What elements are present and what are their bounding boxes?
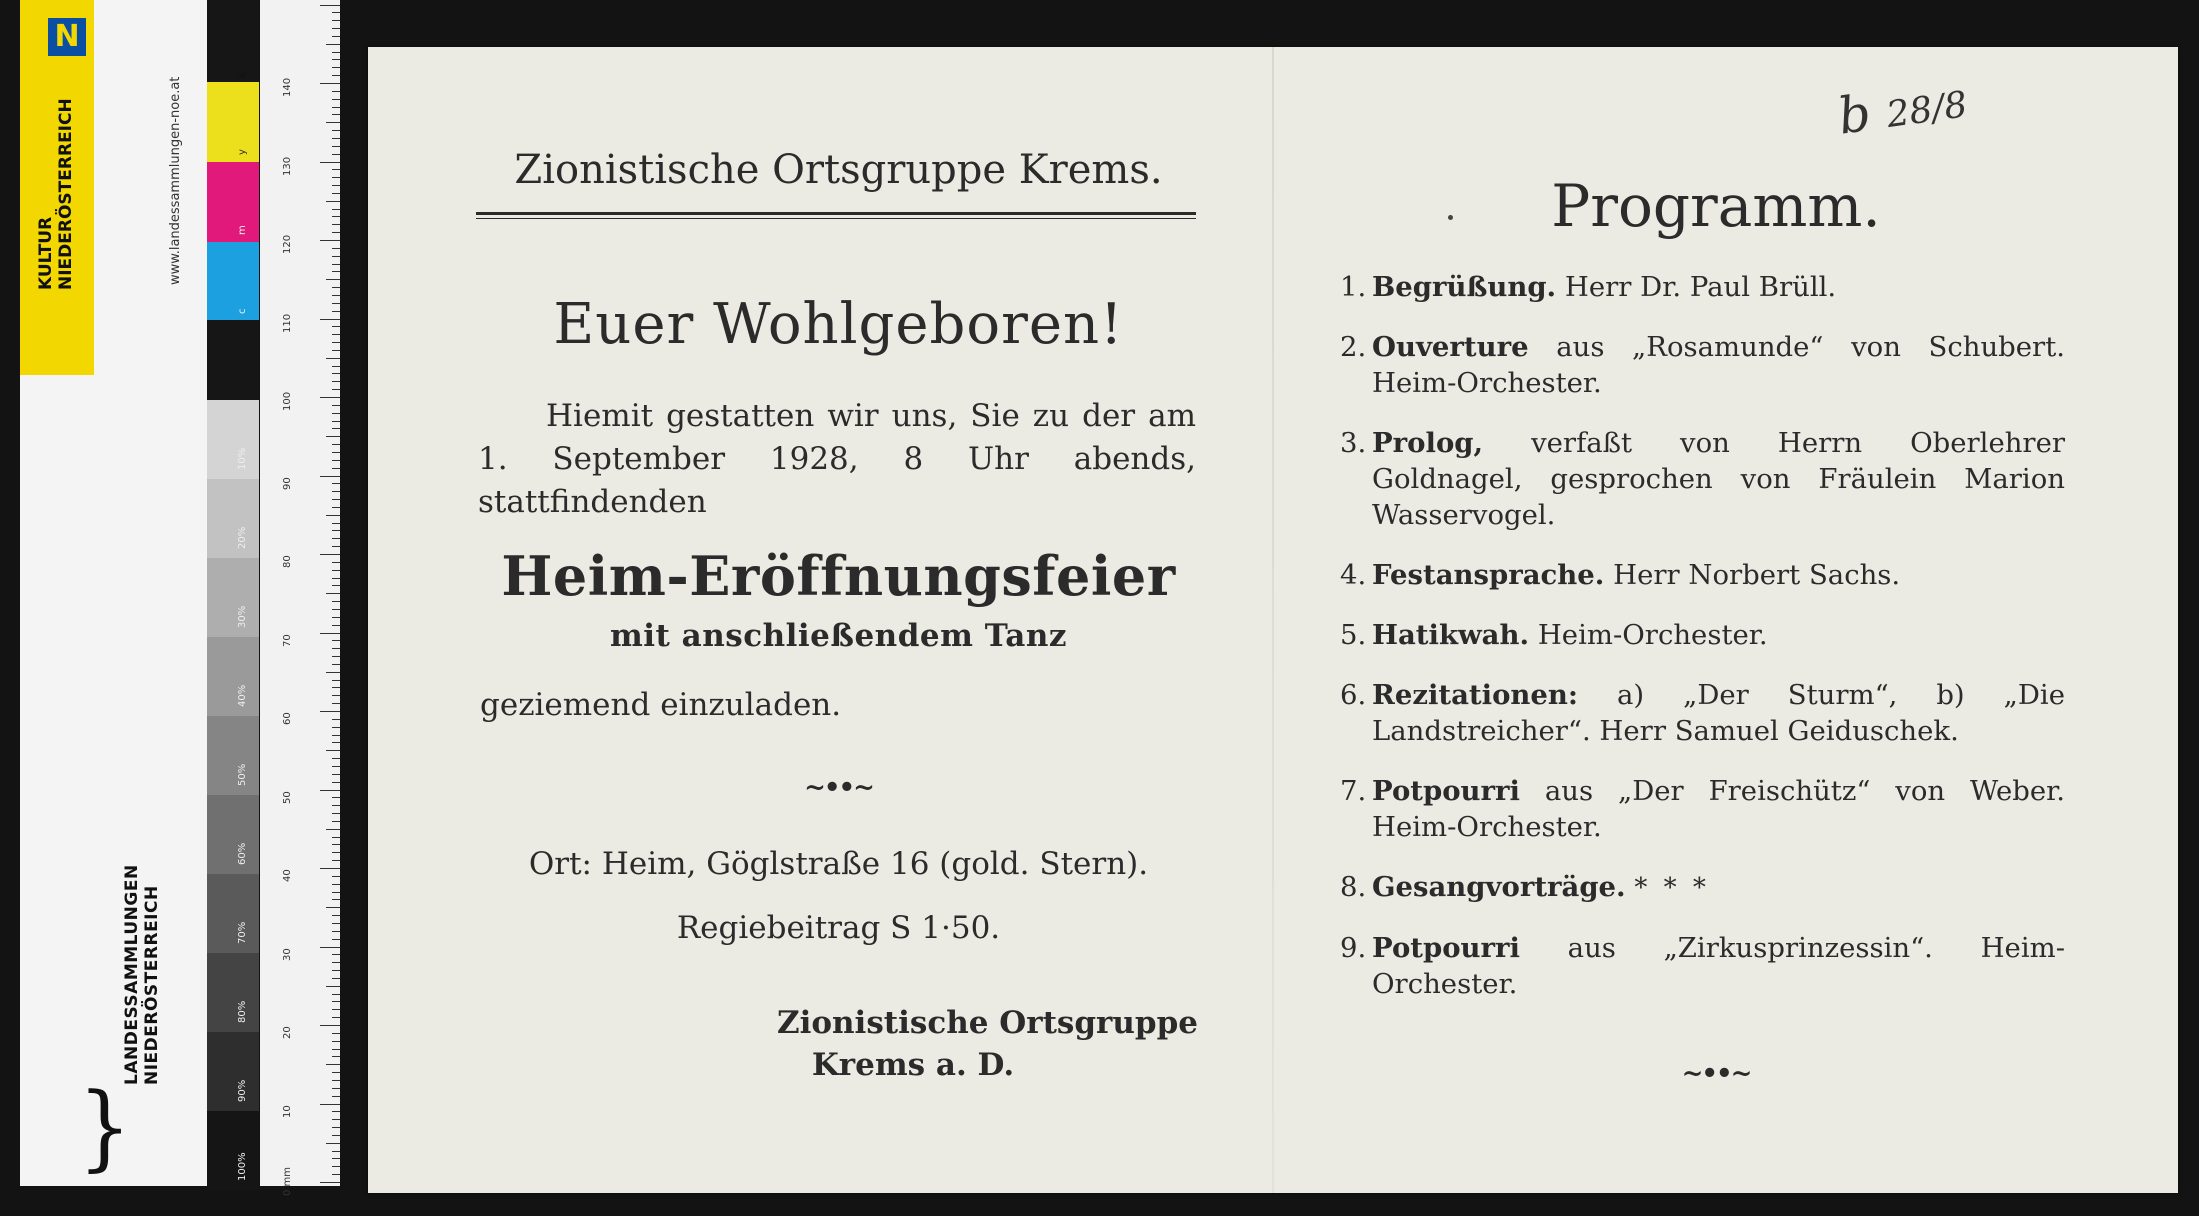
ruler-tick (332, 884, 340, 885)
ruler-tick (320, 947, 340, 948)
ruler-tick (320, 633, 340, 634)
ruler-tick (332, 452, 340, 453)
ruler-tick (332, 428, 340, 429)
ruler-tick (332, 295, 340, 296)
header-rule-thin (476, 218, 1196, 219)
ruler-tick (332, 915, 340, 916)
ruler-tick (332, 1096, 340, 1097)
ruler-tick (332, 719, 340, 720)
ruler-tick (332, 114, 340, 115)
ruler-tick (326, 44, 340, 45)
event-location: Ort: Heim, Göglstraße 16 (gold. Stern). (528, 846, 1149, 882)
program-item-title: Potpourri (1372, 932, 1520, 964)
ruler-tick (332, 20, 340, 21)
ruler-tick (326, 515, 340, 516)
ruler-tick (332, 169, 340, 170)
grey-step (207, 637, 259, 716)
ruler-tick (332, 1056, 340, 1057)
ruler-tick (332, 1049, 340, 1050)
program-item-text: aus „Zirkusprinzessin“. Heim-Orchester. (1372, 932, 2065, 1000)
ruler-tick (326, 122, 340, 123)
ruler-tick (320, 1025, 340, 1026)
ruler-tick (332, 107, 340, 108)
ruler-tick (332, 625, 340, 626)
brand-brace-icon: } (78, 1073, 132, 1181)
ruler-tick (326, 436, 340, 437)
grey-step-label: 70% (237, 921, 248, 944)
grey-step (207, 558, 259, 637)
ruler-tick (332, 695, 340, 696)
ruler-tick (332, 860, 340, 861)
program-item (1340, 930, 2065, 1002)
program-item-number: 6. (1340, 679, 1367, 711)
ruler-tick (320, 83, 340, 84)
ruler-tick (332, 1119, 340, 1120)
ruler-tick (332, 1072, 340, 1073)
ruler-tick (332, 703, 340, 704)
ruler-label: 0 mm (282, 1166, 293, 1196)
page-fold (1272, 47, 1274, 1193)
grey-step (207, 874, 259, 953)
ruler-tick (332, 648, 340, 649)
ruler-tick (332, 852, 340, 853)
ruler-tick (332, 91, 340, 92)
ruler-tick (332, 1080, 340, 1081)
color-grey-scale (207, 0, 259, 1186)
ruler-tick (332, 59, 340, 60)
ruler-tick (332, 224, 340, 225)
ruler-tick (332, 680, 340, 681)
ruler-tick (332, 28, 340, 29)
program-item-number: 2. (1340, 331, 1367, 363)
program-item-number: 7. (1340, 775, 1367, 807)
ruler-tick (332, 154, 340, 155)
ruler-tick (332, 962, 340, 963)
ruler-tick (326, 1064, 340, 1065)
program-item-title: Prolog, (1372, 427, 1484, 459)
ruler-tick (332, 1017, 340, 1018)
ruler-tick (332, 373, 340, 374)
ruler-tick (332, 570, 340, 571)
ruler-tick (332, 413, 340, 414)
ruler-label: 10 (282, 1104, 293, 1118)
program-list (1340, 269, 2065, 1026)
ruler-tick (332, 735, 340, 736)
grey-step-label: 90% (237, 1079, 248, 1102)
grey-step-label: 100% (237, 1152, 248, 1181)
ruler-tick (332, 177, 340, 178)
ruler-tick (326, 672, 340, 673)
grey-step-label: 10% (237, 447, 248, 470)
grey-step-label: 30% (237, 605, 248, 628)
ruler-tick (320, 554, 340, 555)
ruler-label: 40 (282, 869, 293, 882)
ruler-tick (332, 758, 340, 759)
ruler-tick (332, 899, 340, 900)
program-item-title: Rezitationen: (1372, 679, 1579, 711)
ruler-tick (332, 1088, 340, 1089)
grey-step (207, 795, 259, 874)
ruler-tick (332, 1033, 340, 1034)
ruler-tick (332, 844, 340, 845)
ruler-tick (332, 460, 340, 461)
ruler-tick (320, 868, 340, 869)
ruler-tick (332, 1151, 340, 1152)
ruler-tick (332, 216, 340, 217)
program-item (1340, 773, 2065, 845)
ruler-tick (332, 530, 340, 531)
ruler-tick (332, 334, 340, 335)
ruler-tick (332, 444, 340, 445)
ruler-tick (332, 12, 340, 13)
ruler-tick (332, 507, 340, 508)
program-item-text: Heim-Orchester. (1537, 619, 1768, 651)
ruler-tick (332, 954, 340, 955)
ruler-tick (332, 640, 340, 641)
ruler-tick (332, 193, 340, 194)
ruler-tick (332, 994, 340, 995)
program-item-title: Begrüßung. (1372, 271, 1557, 303)
invitation-closing: geziemend einzuladen. (480, 687, 842, 723)
ruler-tick (332, 1135, 340, 1136)
program-item-number: 3. (1340, 427, 1367, 459)
ruler-tick (320, 1182, 340, 1183)
ruler-tick (332, 837, 340, 838)
grey-step-label: 60% (237, 842, 248, 865)
ruler-label: 30 (282, 947, 293, 961)
swatch-magenta (207, 162, 259, 242)
ruler-tick (332, 939, 340, 940)
program-item (1340, 617, 2065, 653)
program-item (1340, 677, 2065, 749)
ruler-tick (332, 1174, 340, 1175)
program-item-title: Gesangvorträge. (1372, 871, 1626, 903)
ruler-tick (332, 546, 340, 547)
ruler-tick (332, 538, 340, 539)
ruler-tick (332, 491, 340, 492)
ruler-tick (326, 1143, 340, 1144)
ruler-tick (320, 711, 340, 712)
ruler-tick (332, 617, 340, 618)
header-rule (476, 212, 1196, 215)
ruler-tick (332, 931, 340, 932)
ruler-tick (332, 1166, 340, 1167)
ruler-tick (332, 1158, 340, 1159)
ruler-tick (332, 892, 340, 893)
ruler-tick (332, 742, 340, 743)
ruler-tick (332, 1001, 340, 1002)
ruler-tick (332, 342, 340, 343)
ruler-tick (332, 311, 340, 312)
grey-step (207, 400, 259, 479)
swatch-cyan (207, 242, 259, 320)
ruler-label: 90 (282, 476, 293, 490)
program-item (1340, 269, 2065, 305)
ruler-label: 50 (282, 790, 293, 804)
ruler-tick (326, 279, 340, 280)
ruler-tick (320, 240, 340, 241)
ruler-tick (332, 601, 340, 602)
ruler-tick (332, 287, 340, 288)
program-item-title: Potpourri (1372, 775, 1520, 807)
ruler-tick (332, 264, 340, 265)
grey-step-label: 80% (237, 1000, 248, 1023)
ruler-tick (332, 303, 340, 304)
ruler-tick (320, 162, 340, 163)
swatch-label-cyan: c (237, 308, 248, 314)
brand-top-text: KULTUR NIEDERÖSTERREICH (36, 98, 76, 290)
ruler-tick (320, 5, 340, 6)
ruler-tick (332, 805, 340, 806)
ruler-tick (332, 774, 340, 775)
ruler-tick (332, 350, 340, 351)
ruler-tick (332, 232, 340, 233)
ruler-label: 110 (282, 313, 293, 333)
program-ornament: ~••~ (1681, 1059, 1751, 1089)
ruler-tick (332, 562, 340, 563)
grey-step (207, 479, 259, 558)
ruler-tick (332, 821, 340, 822)
grey-step (207, 716, 259, 795)
ruler-tick (332, 978, 340, 979)
grey-step (207, 1032, 259, 1111)
ruler-tick (332, 923, 340, 924)
brand-yellow-block (20, 0, 94, 375)
program-item-text: verfaßt von Herrn Oberlehrer Goldnagel, gesprochen von Fräulein Marion Wasservogel. (1372, 427, 2065, 531)
grey-step (207, 1111, 259, 1190)
ruler-tick (326, 358, 340, 359)
program-item (1340, 869, 2065, 906)
brand-bottom-text: LANDESSAMMLUNGEN NIEDERÖSTERREICH (122, 864, 162, 1085)
program-item-number: 9. (1340, 932, 1367, 964)
swatch-label-yellow: y (237, 149, 248, 155)
ruler-tick (332, 578, 340, 579)
ruler-tick (332, 146, 340, 147)
ruler-tick (332, 656, 340, 657)
program-item-number: 8. (1340, 871, 1367, 903)
ruler-tick (332, 483, 340, 484)
program-item-number: 5. (1340, 619, 1367, 651)
ruler-tick (326, 829, 340, 830)
ruler-tick (332, 523, 340, 524)
ruler-tick (332, 256, 340, 257)
program-item (1340, 557, 2065, 593)
program-item-title: Ouverture (1372, 331, 1529, 363)
ruler-tick (332, 389, 340, 390)
ruler-tick (320, 319, 340, 320)
grey-step-label: 40% (237, 684, 248, 707)
ruler-tick (326, 907, 340, 908)
collection-url: www.landessammlungen-noe.at (168, 76, 183, 285)
ruler-label: 80 (282, 555, 293, 568)
program-item-title: Hatikwah. (1372, 619, 1530, 651)
ruler-tick (332, 468, 340, 469)
ruler-tick (332, 248, 340, 249)
ruler-tick (332, 687, 340, 688)
swatch-label-black: k (237, 72, 248, 78)
grey-step-label: 50% (237, 763, 248, 786)
ruler-tick (332, 1041, 340, 1042)
ruler-tick (332, 67, 340, 68)
ornament-divider: ~••~ (804, 773, 873, 803)
program-item-number: 4. (1340, 559, 1367, 591)
ruler-tick (326, 593, 340, 594)
swatch-label-magenta: m (237, 225, 248, 235)
ruler-tick (332, 766, 340, 767)
ruler-tick (332, 664, 340, 665)
ruler-label: 60 (282, 712, 293, 725)
program-item-text: * * * (1634, 873, 1710, 903)
event-title: Heim-Eröffnungsfeier (501, 544, 1176, 608)
ruler-tick (332, 782, 340, 783)
ruler-label: 20 (282, 1026, 293, 1039)
ruler-tick (320, 1104, 340, 1105)
ruler-tick (332, 185, 340, 186)
ruler-tick (326, 986, 340, 987)
ruler-tick (320, 397, 340, 398)
ruler-tick (332, 271, 340, 272)
signature-line-1: Zionistische Ortsgruppe (776, 1005, 1198, 1041)
ruler-tick (332, 585, 340, 586)
ruler-tick (332, 813, 340, 814)
ruler-tick (332, 366, 340, 367)
program-item-text: a) „Der Sturm“, b) „Die Landstreicher“. Herr Samuel Geiduschek. (1372, 679, 2065, 747)
ruler-tick (332, 1127, 340, 1128)
ruler-tick (332, 609, 340, 610)
event-subtitle: mit anschließendem Tanz (609, 618, 1068, 654)
ruler-tick (332, 99, 340, 100)
invitation-sheet (368, 47, 2178, 1193)
program-item-text: aus „Rosamunde“ von Schubert. Heim-Orchester. (1372, 331, 2065, 399)
measurement-ruler (260, 0, 340, 1196)
ruler-tick (332, 381, 340, 382)
grey-step (207, 953, 259, 1032)
ruler-tick (332, 52, 340, 53)
program-item-number: 1. (1340, 271, 1367, 303)
organization-header: Zionistische Ortsgruppe Krems. (514, 147, 1163, 193)
scan-target-card (20, 0, 212, 1186)
handwritten-annotation: b 28/8 (1834, 83, 1970, 146)
ruler-tick (326, 201, 340, 202)
program-item-text: aus „Der Freischütz“ von Weber. Heim-Orchester. (1372, 775, 2066, 843)
ruler-label: 130 (282, 156, 293, 176)
ruler-tick (332, 970, 340, 971)
program-item-text: Herr Norbert Sachs. (1613, 559, 1901, 591)
ruler-tick (332, 130, 340, 131)
ruler-tick (332, 405, 340, 406)
grey-step-label: 20% (237, 526, 248, 549)
invitation-body: Hiemit gestatten wir uns, Sie zu der am 1. September 1928, 8 Uhr abends, stattfindenden (478, 398, 1196, 520)
program-item (1340, 425, 2065, 533)
signature-line-2: Krems a. D. (811, 1047, 1015, 1083)
program-item (1340, 329, 2065, 401)
ruler-tick (332, 75, 340, 76)
brand-logo-icon: N (48, 18, 86, 56)
ruler-label: 100 (282, 391, 293, 411)
ruler-tick (332, 499, 340, 500)
ruler-tick (320, 790, 340, 791)
salutation: Euer Wohlgeboren! (553, 292, 1124, 357)
ruler-tick (332, 1111, 340, 1112)
swatch-yellow (207, 82, 259, 162)
ruler-tick (332, 797, 340, 798)
ruler-tick (332, 209, 340, 210)
ruler-tick (332, 138, 340, 139)
ruler-label: 70 (282, 633, 293, 647)
program-title: Programm. (1551, 172, 1881, 240)
ruler-label: 120 (282, 234, 293, 254)
ruler-tick (332, 421, 340, 422)
program-item-title: Festansprache. (1372, 559, 1605, 591)
program-item-text: Herr Dr. Paul Brüll. (1564, 271, 1837, 303)
ruler-label: 140 (282, 77, 293, 97)
ruler-tick (326, 750, 340, 751)
ruler-tick (332, 876, 340, 877)
ruler-tick (332, 326, 340, 327)
ruler-tick (332, 1009, 340, 1010)
ruler-tick (332, 727, 340, 728)
ruler-tick (332, 36, 340, 37)
ruler-tick (320, 476, 340, 477)
event-fee: Regiebeitrag S 1·50. (676, 910, 1001, 946)
